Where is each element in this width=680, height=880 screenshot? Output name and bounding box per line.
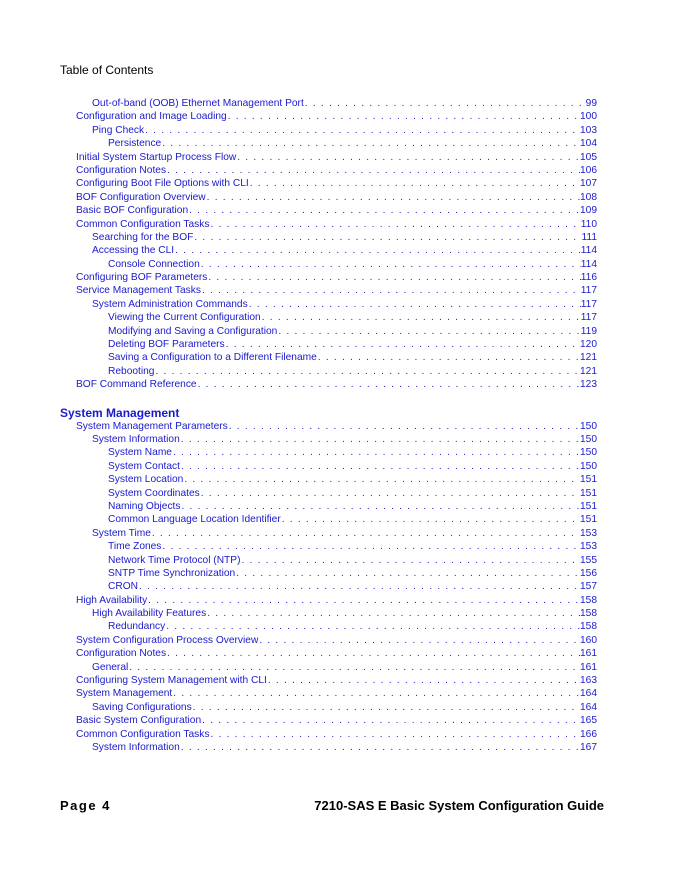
toc-entry-page-number[interactable]: 151 [580, 500, 597, 512]
toc-entry-page-number[interactable]: 153 [580, 541, 597, 553]
toc-entry-title[interactable]: General [92, 661, 129, 673]
toc-dot-leader [180, 741, 580, 754]
toc-entry-title[interactable]: System Administration Commands [92, 298, 248, 310]
toc-entry-title[interactable]: Configuration Notes [76, 648, 167, 660]
toc-entry[interactable] [60, 513, 597, 526]
toc-entry[interactable] [60, 674, 597, 687]
toc-entry[interactable] [60, 433, 597, 446]
toc-dot-leader [304, 97, 586, 110]
toc-entry-page-number[interactable]: 108 [580, 191, 597, 203]
toc-entry[interactable] [60, 594, 597, 607]
toc-entry-page-number[interactable]: 161 [580, 648, 597, 660]
toc-entry-title[interactable]: Rebooting [108, 365, 155, 377]
toc-entry[interactable] [60, 298, 597, 311]
toc-entry-page-number[interactable]: 167 [580, 741, 597, 753]
toc-entry-title[interactable]: Common Configuration Tasks [76, 218, 210, 230]
toc-entry-title[interactable]: Saving a Configuration to a Different Filename [108, 352, 317, 364]
toc-dot-leader [277, 325, 580, 338]
toc-entry-title[interactable]: System Information [92, 741, 180, 753]
toc-entry[interactable] [60, 634, 597, 647]
toc-entry-title[interactable]: Configuration and Image Loading [76, 111, 227, 123]
toc-dot-leader [166, 164, 580, 177]
toc-entry-title[interactable]: System Time [92, 527, 151, 539]
toc-entry[interactable] [60, 728, 597, 741]
toc-dot-leader [138, 580, 580, 593]
toc-entry[interactable] [60, 580, 597, 593]
toc-entry[interactable] [60, 661, 597, 674]
toc-entry-page-number[interactable]: 100 [580, 111, 597, 123]
toc-entry-page-number[interactable]: 157 [580, 581, 597, 593]
toc-entry-page-number[interactable]: 163 [580, 675, 597, 687]
toc-entry-title[interactable]: System Location [108, 474, 184, 486]
toc-entry[interactable] [60, 164, 597, 177]
toc-entry-page-number[interactable]: 156 [580, 567, 597, 579]
toc-entry[interactable] [60, 620, 597, 633]
toc-entry-page-number[interactable]: 123 [580, 379, 597, 391]
toc-dot-leader [180, 460, 580, 473]
toc-entry-page-number[interactable]: 121 [580, 365, 597, 377]
toc-entry-title[interactable]: SNTP Time Synchronization [108, 567, 236, 579]
toc-entry-title[interactable]: Console Connection [108, 258, 200, 270]
toc-entry[interactable] [60, 567, 597, 580]
toc-entry-page-number[interactable]: 106 [580, 164, 597, 176]
toc-entry-title[interactable]: Network Time Protocol (NTP) [108, 554, 241, 566]
toc-dot-leader [200, 487, 580, 500]
toc-entry-title[interactable]: BOF Configuration Overview [76, 191, 206, 203]
toc-entry-page-number[interactable]: 164 [580, 688, 597, 700]
toc-entry-title[interactable]: Service Management Tasks [76, 285, 201, 297]
toc-dot-leader [197, 378, 580, 391]
toc-entry[interactable] [60, 137, 597, 150]
toc-entry[interactable] [60, 365, 597, 378]
toc-entry-page-number[interactable]: 151 [580, 514, 597, 526]
toc-dot-leader [200, 258, 581, 271]
toc-entry[interactable] [60, 311, 597, 324]
toc-entry[interactable] [60, 258, 597, 271]
toc-entry[interactable] [60, 351, 597, 364]
toc-entry-page-number[interactable]: 158 [580, 594, 597, 606]
toc-entry-title[interactable]: Deleting BOF Parameters [108, 339, 225, 351]
toc-dot-leader [174, 244, 581, 257]
toc-entry-page-number[interactable]: 150 [580, 433, 597, 445]
toc-entry-page-number[interactable]: 104 [580, 138, 597, 150]
toc-entry-title[interactable]: Configuration Notes [76, 164, 167, 176]
toc-dot-leader [261, 311, 581, 324]
toc-entry[interactable] [60, 607, 597, 620]
toc-dot-leader [193, 231, 581, 244]
toc-entry-title[interactable]: Configuring BOF Parameters [76, 272, 208, 284]
toc-entry-title[interactable]: Common Configuration Tasks [76, 728, 210, 740]
toc-entry[interactable] [60, 284, 597, 297]
toc-entry-page-number[interactable]: 121 [580, 352, 597, 364]
toc-entry-title[interactable]: Viewing the Current Configuration [108, 312, 261, 324]
toc-entry-page-number[interactable]: 164 [580, 701, 597, 713]
toc-entry[interactable] [60, 97, 597, 110]
toc-entry[interactable] [60, 500, 597, 513]
toc-entry-page-number[interactable]: 150 [580, 460, 597, 472]
toc-entry-page-number[interactable]: 119 [580, 325, 597, 337]
toc-entry-title[interactable]: High Availability Features [92, 608, 207, 620]
toc-entry-page-number[interactable]: 99 [585, 98, 597, 109]
toc-entry-title[interactable]: Saving Configurations [92, 701, 192, 713]
toc-dot-leader [201, 714, 580, 727]
toc-entry-title[interactable]: Searching for the BOF [92, 231, 194, 243]
toc-dot-leader [228, 420, 580, 433]
toc-entry-page-number[interactable]: 116 [580, 272, 597, 284]
toc-dot-leader [180, 433, 580, 446]
toc-entry-page-number[interactable]: 120 [580, 339, 597, 351]
toc-entry[interactable] [60, 177, 597, 190]
toc-entry-title[interactable]: Persistence [108, 138, 162, 150]
toc-entry-page-number[interactable]: 155 [580, 554, 597, 566]
toc-entry-title[interactable]: System Information [92, 433, 180, 445]
toc-entry[interactable] [60, 244, 597, 257]
toc-dot-leader [209, 218, 580, 231]
toc-entry-page-number[interactable]: 158 [580, 621, 597, 633]
toc-dot-leader [206, 607, 580, 620]
toc-entry-title[interactable]: System Coordinates [108, 487, 200, 499]
toc-dot-leader [144, 124, 580, 137]
toc-entry[interactable] [60, 124, 597, 137]
toc-entry-page-number[interactable]: 165 [580, 715, 597, 727]
toc-dot-leader [236, 151, 580, 164]
toc-dot-leader [188, 204, 580, 217]
toc-entry-page-number[interactable]: 161 [580, 661, 597, 673]
toc-entry[interactable] [60, 446, 597, 459]
toc-entry-title[interactable]: System Management Parameters [76, 420, 228, 432]
toc-entry-title[interactable]: Configuring Boot File Options with CLI [76, 178, 249, 190]
toc-dot-leader [240, 554, 580, 567]
toc-section-title[interactable]: System Management [60, 405, 180, 420]
toc-entry-title[interactable]: Modifying and Saving a Configuration [108, 325, 278, 337]
toc-entry[interactable] [60, 460, 597, 473]
toc-entry-title[interactable]: Initial System Startup Process Flow [76, 151, 237, 163]
toc-dot-leader [267, 674, 580, 687]
toc-entry-page-number[interactable]: 151 [580, 487, 597, 499]
toc-entry-page-number[interactable]: 153 [580, 527, 597, 539]
toc-entry[interactable] [60, 151, 597, 164]
toc-entry-title[interactable]: Configuring System Management with CLI [76, 675, 267, 687]
toc-dot-leader [180, 500, 580, 513]
toc-entry[interactable] [60, 701, 597, 714]
toc-entry-page-number[interactable]: 103 [580, 124, 597, 136]
toc-entry[interactable] [60, 487, 597, 500]
page-header-title: Table of Contents [60, 63, 154, 77]
toc-entry-page-number[interactable]: 105 [580, 151, 597, 163]
toc-dot-leader [165, 620, 580, 633]
toc-entry[interactable] [60, 687, 597, 700]
toc-entry[interactable] [60, 741, 597, 754]
toc-entry-page-number[interactable]: 117 [580, 312, 597, 324]
toc-entry[interactable] [60, 527, 597, 540]
toc-dot-leader [281, 513, 580, 526]
toc-entry-page-number[interactable]: 150 [580, 447, 597, 459]
table-of-contents [60, 97, 597, 754]
toc-entry-page-number[interactable]: 109 [580, 205, 597, 217]
toc-entry[interactable] [60, 473, 597, 486]
toc-entry-page-number[interactable]: 151 [580, 474, 597, 486]
toc-entry-page-number[interactable]: 117 [580, 298, 597, 310]
toc-entry-title[interactable]: Common Language Location Identifier [108, 514, 281, 526]
toc-entry[interactable] [60, 540, 597, 553]
toc-entry-title[interactable]: Ping Check [92, 124, 145, 136]
toc-group-system-management [60, 420, 597, 755]
toc-entry-title[interactable]: System Management [76, 688, 173, 700]
toc-entry[interactable] [60, 378, 597, 391]
toc-dot-leader [151, 527, 580, 540]
toc-dot-leader [235, 567, 580, 580]
toc-dot-leader [248, 298, 581, 311]
toc-dot-leader [227, 110, 580, 123]
toc-entry-page-number[interactable]: 158 [580, 608, 597, 620]
toc-dot-leader [209, 728, 580, 741]
toc-dot-leader [172, 687, 580, 700]
toc-entry-page-number[interactable]: 111 [581, 231, 597, 243]
toc-entry[interactable] [60, 231, 597, 244]
toc-dot-leader [201, 284, 581, 297]
toc-dot-leader [166, 647, 580, 660]
toc-entry-page-number[interactable]: 117 [580, 285, 597, 297]
toc-entry[interactable] [60, 647, 597, 660]
toc-entry[interactable] [60, 110, 597, 123]
toc-entry[interactable] [60, 271, 597, 284]
toc-dot-leader [128, 661, 580, 674]
toc-entry-title[interactable]: Basic System Configuration [76, 715, 202, 727]
toc-entry-title[interactable]: System Contact [108, 460, 180, 472]
toc-entry-page-number[interactable]: 114 [580, 245, 597, 257]
toc-group-bof [60, 97, 597, 392]
toc-entry-title[interactable]: High Availability [76, 594, 148, 606]
toc-entry-title[interactable]: Accessing the CLI [92, 245, 175, 257]
toc-entry[interactable] [60, 420, 597, 433]
toc-dot-leader [225, 338, 580, 351]
footer-page-number: Page 4 [60, 798, 111, 813]
toc-entry-page-number[interactable]: 114 [580, 258, 597, 270]
toc-dot-leader [206, 191, 580, 204]
toc-entry-title[interactable]: Redundancy [108, 621, 166, 633]
toc-entry-title[interactable]: Time Zones [108, 541, 162, 553]
toc-dot-leader [258, 634, 580, 647]
toc-entry-page-number[interactable]: 110 [580, 218, 597, 230]
toc-dot-leader [161, 540, 580, 553]
toc-dot-leader [154, 365, 580, 378]
toc-dot-leader [192, 701, 580, 714]
toc-dot-leader [207, 271, 580, 284]
toc-dot-leader [147, 594, 580, 607]
toc-dot-leader [161, 137, 580, 150]
toc-entry-title[interactable]: System Name [108, 447, 172, 459]
footer-guide-title: 7210-SAS E Basic System Configuration Guide [314, 798, 604, 813]
toc-dot-leader [249, 177, 580, 190]
toc-dot-leader [172, 446, 580, 459]
toc-entry[interactable] [60, 325, 597, 338]
toc-entry-title[interactable]: BOF Command Reference [76, 379, 197, 391]
toc-entry-page-number[interactable]: 107 [580, 178, 597, 190]
toc-entry[interactable] [60, 338, 597, 351]
toc-dot-leader [317, 351, 580, 364]
toc-entry-page-number[interactable]: 150 [580, 420, 597, 432]
toc-entry[interactable] [60, 714, 597, 727]
toc-entry[interactable] [60, 554, 597, 567]
toc-dot-leader [183, 473, 580, 486]
toc-entry-title[interactable]: System Configuration Process Overview [76, 634, 259, 646]
toc-entry[interactable] [60, 191, 597, 204]
toc-entry-title[interactable]: CRON [108, 581, 138, 593]
toc-entry-title[interactable]: Basic BOF Configuration [76, 205, 189, 217]
toc-entry-page-number[interactable]: 166 [580, 728, 597, 740]
toc-entry[interactable] [60, 218, 597, 231]
toc-entry-title[interactable]: Out-of-band (OOB) Ethernet Management Port [92, 98, 304, 109]
toc-entry-title[interactable]: Naming Objects [108, 500, 181, 512]
toc-entry-page-number[interactable]: 160 [580, 634, 597, 646]
toc-entry[interactable] [60, 204, 597, 217]
